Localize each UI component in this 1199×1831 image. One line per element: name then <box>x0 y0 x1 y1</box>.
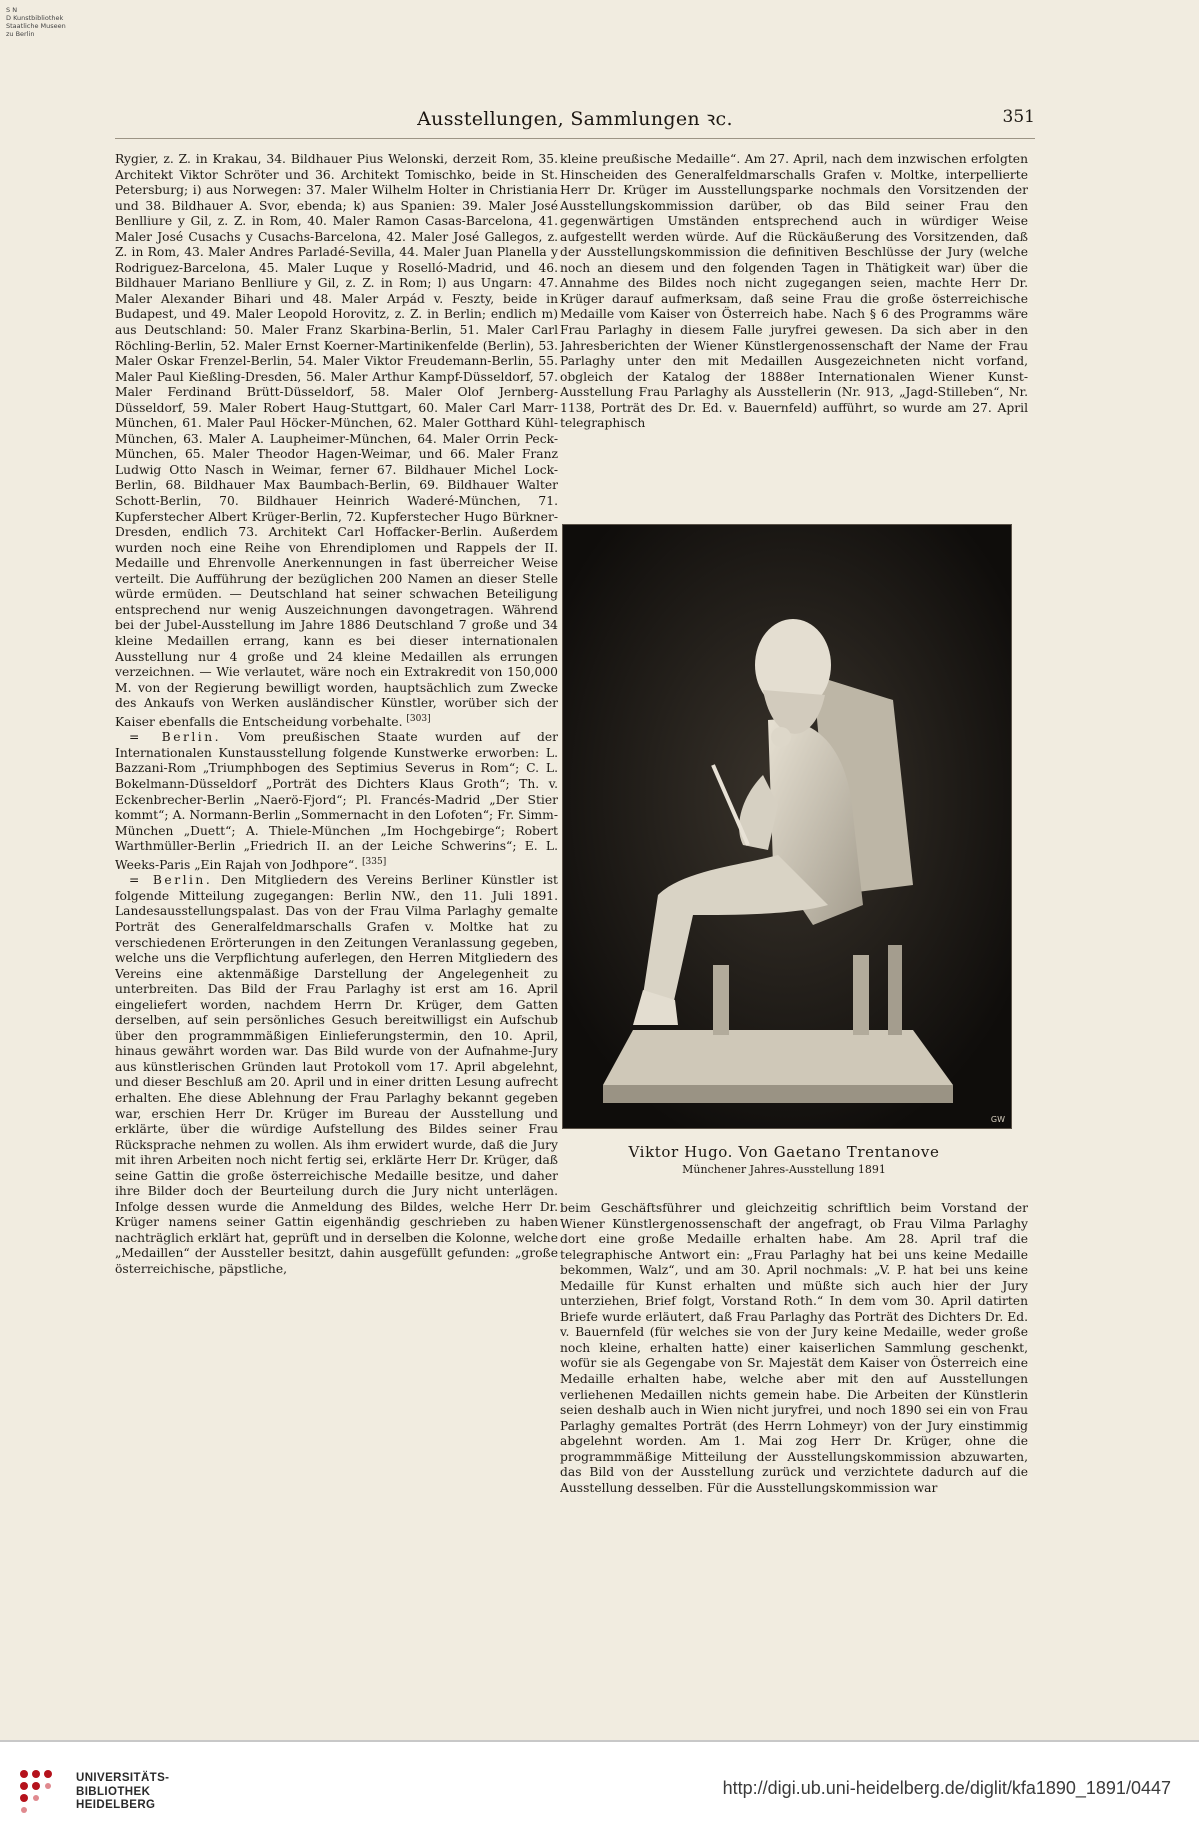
article-reference: [303] <box>406 713 431 724</box>
caption-title: Viktor Hugo. Von Gaetano Trentanove <box>628 1143 940 1161</box>
engraver-mark: GW <box>990 1115 1005 1124</box>
header-rule <box>115 138 1035 139</box>
page-number: 351 <box>1002 107 1035 127</box>
paragraph-text: beim Geschäftsführer und gleichzeitig schriftlich beim Vorstand der Wiener Künstlergenossenschaft der angefragt, ob Frau Vilma Parlaghy dort eine große Medaille erhalten habe. Am 28. April traf die telegraphische Antwort ein: „Frau Parlaghy hat bei uns keine Medaille bekommen, Walz“, und am 30. April nochmals: „V. P. hat bei uns keine Medaille für Kunst erhalten und müßte sich auch hier der Jury unterziehen, Brief folgt, Vorstand Roth.“ In dem vom 30. April datirten Briefe wurde erläutert, daß Frau Parlaghy das Porträt des Dichters Dr. Ed. v. Bauernfeld (für welches sie von der Jury keine Medaille, weder große noch kleine, erhalten hatte) einer kaiserlichen Sammlung geschenkt, wofür sie als Gegengabe von Sr. Majestät dem Kaiser von Österreich eine Medaille erhalten habe, welche aber mit den auf Ausstellungen verliehenen Medaillen nichts gemein habe. Die Arbeiten der Künstlerin seien deshalb auch in Wien nicht juryfrei, und noch 1890 sei ein von Frau Parlaghy gemaltes Porträt (des Herrn Lohmeyr) von der Jury einstimmig abgelehnt worden. Am 1. Mai zog Herr Dr. Krüger, ohne die programmmäßige Mitteilung der Ausstellungskommission abzuwarten, das Bild von der Ausstellung zurück und verzichtete dadurch auf die Ausstellung desselben. Für die Ausstellungskommission war <box>560 1201 1028 1495</box>
university-library-logo-icon <box>14 1764 68 1818</box>
institution-line: UNIVERSITÄTS- <box>76 1772 170 1784</box>
paragraph-text: kleine preußische Medaille“. Am 27. April, nach dem inzwischen erfolgten Hinscheiden des Generalfeldmarschalls Grafen v. Moltke, interpellierte Herr Dr. Krüger im Ausstellungsparke nochmals den Vorsitzenden der Ausstellungskommission darüber, ob das Bild seiner Frau den gegenwärtigen Umständen entsprechend auch in würdiger Weise aufgestellt werden würde. Auf die Rückäußerung des Vorsitzenden, daß der Ausstellungskommission die definitiven Beschlüsse der Jury (welche noch an diesem und den folgenden Tagen in Thätigkeit war) über die Annahme des Bildes noch nicht zugegangen seien, machte Herr Dr. Krüger darauf aufmerksam, daß seine Frau die große österreichische Medaille vom Kaiser von Österreich habe. Nach § 6 des Programms wäre Frau Parlaghy in diesem Falle juryfrei gewesen. Da sich aber in den Jahresberichten der Wiener Künstlergenossenschaft der Name der Frau Parlaghy unter den mit Medaillen Ausgezeichneten nicht vorfand, obgleich der Katalog der 1888er Internationalen Wiener Kunst-Ausstellung Frau Parlaghy als Ausstellerin (Nr. 913, „Jagd-Stilleben“, Nr. 1138, Porträt des Dr. Ed. v. Bauernfeld) aufführt, so wurde am 27. April telegraphisch <box>560 152 1028 431</box>
right-text-column-bottom <box>560 1201 1028 1626</box>
running-title: Ausstellungen, Sammlungen ꝛc. <box>417 108 733 130</box>
paragraph-text: Den Mitgliedern des Vereins Berliner Künstler ist folgende Mitteilung zugegangen: Berlin NW., den 11. Juli 1891. Landesausstellungspalast. Das von der Frau Vilma Parlaghy gemalte Porträt des Generalfeldmarschalls Grafen v. Moltke hat zu verschiedenen Erörterungen in den Zeitungen Veranlassung gegeben, welche uns die Verpflichtung auferlegen, den Herren Mitgliedern des Vereins eine aktenmäßige Darstellung der Angelegenheit zu unterbreiten. Das Bild der Frau Parlaghy ist erst am 16. April eingeliefert worden, nachdem Herrn Dr. Krüger, dem Gatten derselben, auf sein persönliches Gesuch bereitwilligst ein Aufschub über den programmmäßigen Einlieferungstermin, den 10. April, hinaus gewährt worden war. Das Bild wurde von der Aufnahme-Jury aus künstlerischen Gründen laut Protokoll vom 17. April abgelehnt, und dieser Beschluß am 20. April und in einer dritten Lesung aufrecht erhalten. Ehe diese Ablehnung der Frau Parlaghy bekannt gegeben war, erschien Herr Dr. Krüger im Bureau der Ausstellung und erklärte, über die würdige Aufstellung des Bildes seiner Frau Rücksprache nehmen zu wollen. Als ihm erwidert wurde, daß die Jury mit ihren Arbeiten noch nicht fertig sei, erklärte Herr Dr. Krüger, daß seine Gattin die große österreichische Medaille besitze, und daher ihre Bilder doch der Beurteilung durch die Jury nicht unterlägen. Infolge dessen wurde die Anmeldung des Bildes, welche Herr Dr. Krüger namens seiner Gattin eigenhändig geschrieben zu haben nachträglich erklärt hat, geprüft und in derselben die Kolonne, welche „Medaillen“ der Aussteller besitzt, dahin ausgefüllt gefunden: „große österreichische, päpstliche, <box>115 873 558 1277</box>
paragraph <box>115 873 558 1277</box>
caption-subtitle: Münchener Jahres-Ausstellung 1891 <box>682 1163 886 1176</box>
institution-line: BIBLIOTHEK <box>76 1785 151 1798</box>
page-header <box>115 99 1035 139</box>
stamp-line: D Kunstbibliothek <box>6 14 64 22</box>
library-stamp <box>6 6 66 38</box>
statue-illustration <box>563 525 1011 1128</box>
paragraph-text: Rygier, z. Z. in Krakau, 34. Bildhauer Pius Welonski, derzeit Rom, 35. Architekt Viktor Schröter und 36. Architekt Tomischko, beide in St. Petersburg; i) aus Norwegen: 37. Maler Wilhelm Holter in Christiania und 38. Bildhauer A. Svor, ebenda; k) aus Spanien: 39. Maler José Benlliure y Gil, z. Z. in Rom, 40. Maler Ramon Casas-Barcelona, 41. Maler José Cusachs y Cusachs-Barcelona, 42. Maler José Gallegos, z. Z. in Rom, 43. Maler Andres Parladé-Sevilla, 44. Maler Juan Planella y Rodriguez-Barcelona, 45. Maler Luque y Roselló-Madrid, und 46. Bildhauer Mariano Benlliure y Gil, z. Z. in Rom; l) aus Ungarn: 47. Maler Alexander Bihari und 48. Maler Arpád v. Feszty, beide in Budapest, und 49. Maler Leopold Horovitz, z. Z. in Berlin; endlich m) aus Deutschland: 50. Maler Franz Skarbina-Berlin, 51. Maler Carl Röchling-Berlin, 52. Maler Ernst Koerner-Martinikenfelde (Berlin), 53. Maler Oskar Frenzel-Berlin, 54. Maler Viktor Freudemann-Berlin, 55. Maler Paul Kießling-Dresden, 56. Maler Arthur Kampf-Düsseldorf, 57. Maler Ferdinand Brütt-Düsseldorf, 58. Maler Olof Jernberg-Düsseldorf, 59. Maler Robert Haug-Stuttgart, 60. Maler Carl Marr-München, 61. Maler Paul Höcker-München, 62. Maler Gotthard Kühl-München, 63. Maler A. Laupheimer-München, 64. Maler Orrin Peck-München, 65. Maler Theodor Hagen-Weimar, und 66. Maler Franz Ludwig Otto Nasch in Weimar, ferner 67. Bildhauer Michel Lock-Berlin, 68. Bildhauer Max Baumbach-Berlin, 69. Bildhauer Walter Schott-Berlin, 70. Bildhauer Heinrich Waderé-München, 71. Kupferstecher Albert Krüger-Berlin, 72. Kupferstecher Hugo Bürkner-Dresden, endlich 73. Architekt Carl Hoffacker-Berlin. Außerdem wurden noch eine Reihe von Ehrendiplomen und Rappels der II. Medaille und Ehrenvolle Anerkennungen in fast überreicher Weise verteilt. Die Aufführung der bezüglichen 200 Namen an dieser Stelle würde ermüden. — Deutschland hat seiner schwachen Beteiligung entsprechend nur wenig Auszeichnungen davongetragen. Während bei der Jubel-Ausstellung im Jahre 1886 Deutschland 7 große und 34 kleine Medaillen errang, kann es bei dieser internationalen Ausstellung nur 4 große und 24 kleine Medaillen als errungen verzeichnen. — Wie verlautet, wäre noch ein Extrakredit von 150,000 M. von der Regierung bewilligt worden, hauptsächlich zum Zwecke des Ankaufs von Werken ausländischer Künstler, worüber sich der Kaiser ebenfalls die Entscheidung vorbehalte. <box>115 152 558 729</box>
permalink-url[interactable]: http://digi.ub.uni-heidelberg.de/diglit/kfa1890_1891/0447 <box>722 1778 1171 1798</box>
paragraph <box>115 152 558 730</box>
institution-name <box>76 1772 169 1813</box>
institution-line: HEIDELBERG <box>76 1799 156 1811</box>
stamp-line: zu Berlin <box>6 30 35 38</box>
paragraph <box>115 730 558 873</box>
stamp-line: S N <box>6 6 18 14</box>
left-text-column <box>115 152 558 1626</box>
figure-caption <box>560 1142 1008 1178</box>
footer-bar <box>0 1740 1199 1831</box>
stamp-line: Staatliche Museen <box>6 22 66 30</box>
section-lead: = Berlin. <box>129 873 213 888</box>
article-reference: [335] <box>362 856 387 867</box>
paragraph-text: Vom preußischen Staate wurden auf der Internationalen Kunstausstellung folgende Kunstwerke erworben: L. Bazzani-Rom „Triumphbogen des Septimius Severus in Rom“; C. L. Bokelmann-Düsseldorf „Porträt des Dichters Klaus Groth“; Th. v. Eckenbrecher-Berlin „Naerö-Fjord“; Pl. Francés-Madrid „Der Stier kommt“; A. Normann-Berlin „Sommernacht in den Lofoten“; Fr. Simm-München „Duett“; A. Thiele-München „Im Hochgebirge“; Robert Warthmüller-Berlin „Friedrich II. an der Leiche Schwerins“; E. L. Weeks-Paris „Ein Rajah von Jodhpore“. <box>115 730 558 872</box>
section-lead: = Berlin. <box>129 730 222 745</box>
sculpture-photograph <box>562 524 1012 1129</box>
right-text-column-top <box>560 152 1028 517</box>
